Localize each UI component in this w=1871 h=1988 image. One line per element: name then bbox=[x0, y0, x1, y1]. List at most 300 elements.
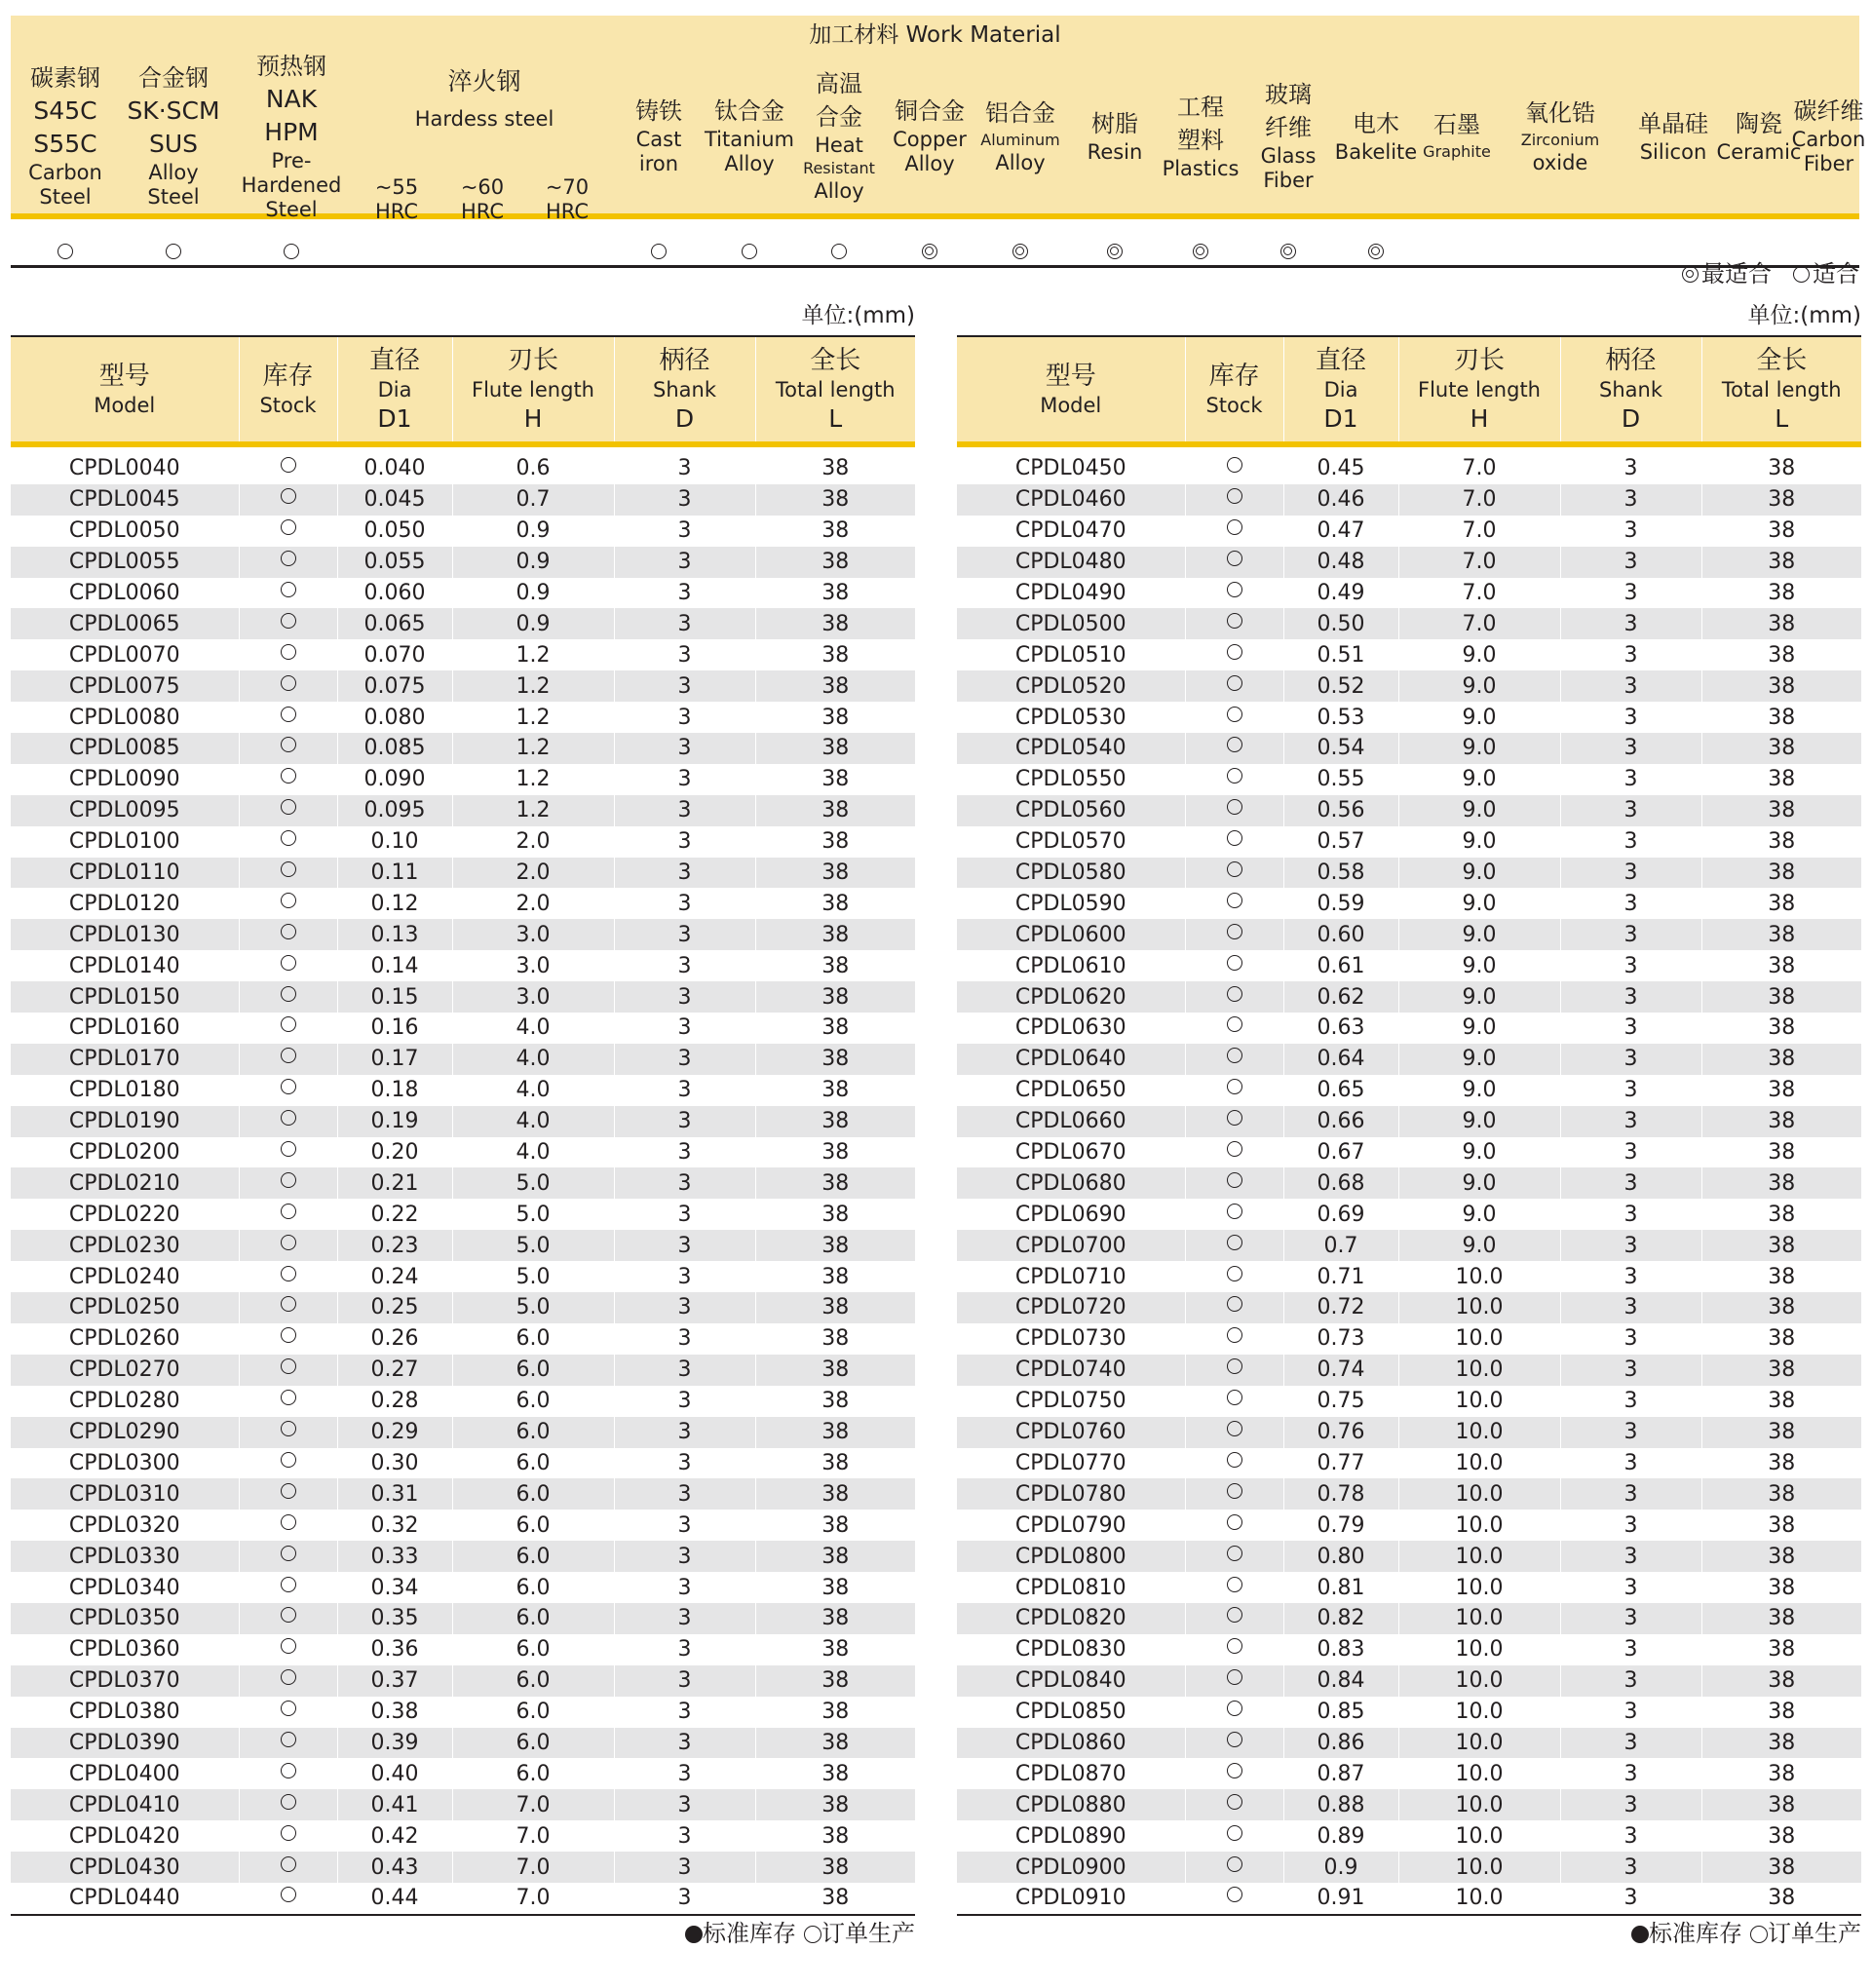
table-row bbox=[957, 1386, 1861, 1417]
circle-icon bbox=[1227, 1048, 1242, 1063]
dia-cell: 0.26 bbox=[337, 1323, 452, 1355]
material-en-name: Carbon bbox=[1791, 128, 1866, 151]
stock-cell bbox=[239, 1167, 337, 1199]
hardness-unit: HRC bbox=[461, 200, 504, 223]
stock-cell bbox=[1185, 1603, 1283, 1634]
shank-cell: 3 bbox=[614, 639, 755, 670]
hardness-value: ~70 bbox=[545, 175, 590, 199]
shank-cell: 3 bbox=[614, 1417, 755, 1448]
stock-cell bbox=[239, 1883, 337, 1915]
total-length-cell: 38 bbox=[755, 444, 915, 484]
shank-cell: 3 bbox=[1560, 1665, 1701, 1697]
dia-cell: 0.50 bbox=[1283, 608, 1398, 639]
model-cell: CPDL0080 bbox=[68, 705, 180, 730]
table-row bbox=[11, 1510, 915, 1541]
shank-cell: 3 bbox=[1560, 1199, 1701, 1230]
dia-cell: 0.080 bbox=[337, 702, 452, 733]
table-row bbox=[11, 733, 915, 764]
total-length-cell: 38 bbox=[1701, 1728, 1861, 1759]
dia-cell: 0.30 bbox=[337, 1448, 452, 1479]
model-cell: CPDL0860 bbox=[957, 1728, 1185, 1759]
filled-circle-icon bbox=[1631, 1926, 1649, 1943]
col-shank-en: Shank bbox=[1599, 377, 1662, 401]
dia-cell: 0.78 bbox=[1283, 1478, 1398, 1510]
stock-cell bbox=[1185, 919, 1283, 950]
col-flute-en: Flute length bbox=[472, 377, 594, 401]
dia-cell: 0.42 bbox=[337, 1820, 452, 1852]
model-cell: CPDL0530 bbox=[1014, 705, 1126, 730]
flute-length-cell: 5.0 bbox=[452, 1167, 614, 1199]
stock-cell bbox=[239, 1789, 337, 1820]
hardened-steel-cn: 淬火钢 bbox=[447, 67, 521, 96]
material-en-name: Fiber bbox=[1263, 169, 1314, 192]
col-model-cn: 型号 bbox=[1045, 361, 1096, 391]
model-cell: CPDL0870 bbox=[1014, 1761, 1126, 1786]
table-row bbox=[11, 1013, 915, 1044]
shank-cell: 3 bbox=[614, 1697, 755, 1728]
circle-icon bbox=[742, 244, 757, 259]
shank-cell: 3 bbox=[1560, 516, 1701, 547]
model-cell: CPDL0210 bbox=[11, 1167, 239, 1199]
flute-length-cell: 9.0 bbox=[1398, 1167, 1560, 1199]
col-dia-sym: D1 bbox=[1323, 403, 1358, 433]
shank-cell: 3 bbox=[1560, 795, 1701, 826]
model-cell: CPDL0220 bbox=[68, 1202, 180, 1227]
double-circle-icon bbox=[1368, 244, 1384, 259]
spec-table-body bbox=[11, 444, 915, 1915]
circle-icon bbox=[1227, 986, 1242, 1002]
dia-cell: 0.12 bbox=[337, 888, 452, 919]
shank-cell: 3 bbox=[614, 1199, 755, 1230]
dia-cell: 0.11 bbox=[337, 858, 452, 889]
total-length-cell: 38 bbox=[755, 1167, 915, 1199]
flute-length-cell: 10.0 bbox=[1398, 1697, 1560, 1728]
table-row bbox=[11, 764, 915, 795]
flute-length-cell: 9.0 bbox=[1398, 1044, 1560, 1075]
flute-length-cell: 2.0 bbox=[452, 826, 614, 858]
material-cn-name: 石墨 bbox=[1433, 111, 1480, 138]
dia-cell: 0.53 bbox=[1283, 702, 1398, 733]
circle-icon bbox=[804, 1926, 821, 1943]
circle-icon bbox=[284, 244, 299, 259]
shank-cell: 3 bbox=[1560, 1417, 1701, 1448]
flute-length-cell: 9.0 bbox=[1398, 1199, 1560, 1230]
legend-ok-label: 适合 bbox=[1813, 260, 1859, 287]
spec-table-left-panel bbox=[11, 298, 915, 1950]
shank-cell: 3 bbox=[1560, 578, 1701, 609]
stock-cell bbox=[1185, 764, 1283, 795]
circle-icon bbox=[281, 1016, 296, 1032]
model-cell: CPDL0240 bbox=[68, 1264, 180, 1289]
circle-icon bbox=[281, 457, 296, 473]
total-length-cell: 38 bbox=[1701, 1448, 1861, 1479]
material-column bbox=[1420, 55, 1494, 216]
material-en-name: Hardened bbox=[241, 172, 342, 197]
shank-cell: 3 bbox=[1560, 1510, 1701, 1541]
model-cell: CPDL0090 bbox=[68, 767, 180, 792]
stock-cell bbox=[1185, 516, 1283, 547]
circle-icon bbox=[281, 1669, 296, 1685]
total-length-cell: 38 bbox=[1701, 639, 1861, 670]
model-cell: CPDL0110 bbox=[11, 858, 239, 889]
flute-length-cell: 9.0 bbox=[1398, 764, 1560, 795]
table-row bbox=[957, 919, 1861, 950]
circle-icon bbox=[281, 1296, 296, 1312]
model-cell: CPDL0230 bbox=[11, 1230, 239, 1261]
dia-cell: 0.37 bbox=[337, 1665, 452, 1697]
dia-cell: 0.38 bbox=[337, 1697, 452, 1728]
col-model bbox=[11, 336, 239, 444]
model-cell: CPDL0670 bbox=[1014, 1140, 1126, 1166]
filled-circle-icon bbox=[685, 1926, 703, 1943]
dia-cell: 0.87 bbox=[1283, 1758, 1398, 1789]
material-en-name: Aluminum bbox=[980, 130, 1060, 149]
dia-cell: 0.51 bbox=[1283, 639, 1398, 670]
circle-icon bbox=[1227, 1887, 1242, 1902]
flute-length-cell: 7.0 bbox=[1398, 444, 1560, 484]
flute-length-cell: 1.2 bbox=[452, 702, 614, 733]
dia-cell: 0.82 bbox=[1283, 1603, 1398, 1634]
circle-icon bbox=[281, 1141, 296, 1157]
stock-cell bbox=[1185, 1292, 1283, 1323]
shank-cell: 3 bbox=[1560, 733, 1701, 764]
table-row bbox=[957, 1044, 1861, 1075]
flute-length-cell: 6.0 bbox=[452, 1510, 614, 1541]
flute-length-cell: 10.0 bbox=[1398, 1386, 1560, 1417]
stock-cell bbox=[239, 639, 337, 670]
shank-cell: 3 bbox=[614, 1167, 755, 1199]
shank-cell: 3 bbox=[1560, 1758, 1701, 1789]
circle-icon bbox=[1227, 737, 1242, 752]
model-cell: CPDL0500 bbox=[957, 608, 1185, 639]
total-length-cell: 38 bbox=[755, 764, 915, 795]
total-length-cell: 38 bbox=[1701, 1261, 1861, 1292]
total-length-cell: 38 bbox=[755, 1758, 915, 1789]
circle-icon bbox=[1227, 1327, 1242, 1343]
flute-length-cell: 9.0 bbox=[1398, 919, 1560, 950]
material-column bbox=[1157, 55, 1244, 216]
total-length-cell: 38 bbox=[755, 1478, 915, 1510]
total-length-cell: 38 bbox=[755, 1728, 915, 1759]
model-cell: CPDL0130 bbox=[11, 919, 239, 950]
dia-cell: 0.25 bbox=[337, 1292, 452, 1323]
circle-icon bbox=[281, 737, 296, 752]
stock-cell bbox=[1185, 1417, 1283, 1448]
circle-icon bbox=[281, 1079, 296, 1094]
dia-cell: 0.83 bbox=[1283, 1634, 1398, 1665]
circle-icon bbox=[281, 1110, 296, 1126]
flute-length-cell: 9.0 bbox=[1398, 826, 1560, 858]
col-flute-cn: 刃长 bbox=[507, 345, 558, 375]
dia-cell: 0.10 bbox=[337, 826, 452, 858]
shank-cell: 3 bbox=[1560, 764, 1701, 795]
material-cn-name: 高温 合金 bbox=[816, 70, 862, 131]
model-cell: CPDL0510 bbox=[1014, 642, 1126, 668]
total-length-cell: 38 bbox=[1701, 547, 1861, 578]
total-length-cell: 38 bbox=[755, 1417, 915, 1448]
table-row bbox=[957, 444, 1861, 484]
circle-icon bbox=[281, 488, 296, 504]
model-cell: CPDL0750 bbox=[1014, 1389, 1126, 1414]
shank-cell: 3 bbox=[1560, 444, 1701, 484]
flute-length-cell: 9.0 bbox=[1398, 1013, 1560, 1044]
suitability-legend bbox=[1682, 257, 1859, 290]
table-row bbox=[957, 826, 1861, 858]
stock-cell bbox=[1185, 702, 1283, 733]
circle-icon bbox=[281, 582, 296, 597]
table-row bbox=[11, 858, 915, 889]
model-cell: CPDL0780 bbox=[957, 1478, 1185, 1510]
dia-cell: 0.085 bbox=[337, 733, 452, 764]
dia-cell: 0.36 bbox=[337, 1634, 452, 1665]
col-dia bbox=[1283, 336, 1398, 444]
hardened-steel-header bbox=[358, 62, 611, 136]
circle-icon bbox=[1227, 861, 1242, 877]
circle-icon bbox=[281, 1607, 296, 1623]
flute-length-cell: 3.0 bbox=[452, 919, 614, 950]
total-length-cell: 38 bbox=[1701, 1852, 1861, 1883]
material-grade: HPM bbox=[264, 117, 319, 146]
table-row bbox=[11, 795, 915, 826]
stock-cell bbox=[239, 1478, 337, 1510]
stock-cell bbox=[239, 1230, 337, 1261]
dia-cell: 0.54 bbox=[1283, 733, 1398, 764]
material-en-name: Cast bbox=[635, 128, 682, 151]
material-en-name: Zirconium bbox=[1520, 130, 1600, 149]
flute-length-cell: 4.0 bbox=[452, 1075, 614, 1106]
dia-cell: 0.090 bbox=[337, 764, 452, 795]
table-row bbox=[11, 670, 915, 702]
table-row bbox=[11, 1261, 915, 1292]
material-en-name: Alloy bbox=[814, 179, 864, 203]
circle-icon bbox=[1227, 1296, 1242, 1312]
table-row bbox=[11, 1386, 915, 1417]
shank-cell: 3 bbox=[614, 1728, 755, 1759]
col-shank-en: Shank bbox=[653, 377, 716, 401]
material-cn-name: 铜合金 bbox=[895, 97, 965, 125]
dia-cell: 0.76 bbox=[1283, 1417, 1398, 1448]
stock-cell bbox=[239, 1323, 337, 1355]
shank-cell: 3 bbox=[614, 826, 755, 858]
circle-icon bbox=[281, 893, 296, 908]
stock-legend-standard-label: 标准库存 bbox=[1649, 1919, 1742, 1947]
stock-cell bbox=[239, 1292, 337, 1323]
shank-cell: 3 bbox=[614, 1852, 755, 1883]
shank-cell: 3 bbox=[614, 578, 755, 609]
model-cell: CPDL0450 bbox=[1014, 456, 1126, 481]
circle-icon bbox=[1227, 893, 1242, 908]
dia-cell: 0.18 bbox=[337, 1075, 452, 1106]
stock-cell bbox=[239, 1603, 337, 1634]
dia-cell: 0.23 bbox=[337, 1230, 452, 1261]
table-row bbox=[11, 1478, 915, 1510]
table-row bbox=[957, 981, 1861, 1013]
material-en-name: Glass bbox=[1260, 144, 1317, 168]
table-row bbox=[957, 888, 1861, 919]
circle-icon bbox=[281, 1794, 296, 1810]
model-cell: CPDL0310 bbox=[11, 1478, 239, 1510]
flute-length-cell: 6.0 bbox=[452, 1355, 614, 1386]
material-en-name: Steel bbox=[147, 185, 200, 209]
shank-cell: 3 bbox=[614, 1230, 755, 1261]
dia-cell: 0.68 bbox=[1283, 1167, 1398, 1199]
stock-cell bbox=[239, 670, 337, 702]
circle-icon bbox=[1227, 1701, 1242, 1716]
table-row bbox=[957, 670, 1861, 702]
model-cell: CPDL0900 bbox=[957, 1852, 1185, 1883]
shank-cell: 3 bbox=[1560, 1572, 1701, 1603]
total-length-cell: 38 bbox=[755, 795, 915, 826]
stock-cell bbox=[239, 795, 337, 826]
flute-length-cell: 1.2 bbox=[452, 733, 614, 764]
table-row bbox=[11, 1572, 915, 1603]
shank-cell: 3 bbox=[1560, 919, 1701, 950]
flute-length-cell: 10.0 bbox=[1398, 1603, 1560, 1634]
stock-cell bbox=[1185, 1697, 1283, 1728]
table-row bbox=[11, 1789, 915, 1820]
model-cell: CPDL0820 bbox=[957, 1603, 1185, 1634]
shank-cell: 3 bbox=[1560, 1448, 1701, 1479]
dia-cell: 0.57 bbox=[1283, 826, 1398, 858]
circle-icon bbox=[1227, 1825, 1242, 1841]
table-row bbox=[11, 950, 915, 981]
dia-cell: 0.65 bbox=[1283, 1075, 1398, 1106]
model-cell: CPDL0390 bbox=[11, 1728, 239, 1759]
circle-icon bbox=[1227, 582, 1242, 597]
dia-cell: 0.070 bbox=[337, 639, 452, 670]
model-cell: CPDL0350 bbox=[11, 1603, 239, 1634]
table-row bbox=[957, 858, 1861, 889]
total-length-cell: 38 bbox=[1701, 1106, 1861, 1137]
circle-icon bbox=[281, 675, 296, 691]
circle-icon bbox=[1227, 1079, 1242, 1094]
table-row bbox=[957, 1697, 1861, 1728]
shank-cell: 3 bbox=[614, 888, 755, 919]
stock-cell bbox=[239, 1448, 337, 1479]
dia-cell: 0.73 bbox=[1283, 1323, 1398, 1355]
table-row bbox=[957, 1758, 1861, 1789]
dia-cell: 0.89 bbox=[1283, 1820, 1398, 1852]
circle-icon bbox=[1227, 1669, 1242, 1685]
material-cn-name: 陶瓷 bbox=[1736, 109, 1782, 137]
flute-length-cell: 7.0 bbox=[452, 1789, 614, 1820]
stock-cell bbox=[1185, 1167, 1283, 1199]
unit-label: 单位:(mm) bbox=[1747, 303, 1861, 328]
dia-cell: 0.55 bbox=[1283, 764, 1398, 795]
dia-cell: 0.62 bbox=[1283, 981, 1398, 1013]
circle-icon bbox=[1227, 613, 1242, 629]
material-en-name: Heat bbox=[815, 134, 863, 157]
dia-cell: 0.45 bbox=[1283, 444, 1398, 484]
dia-cell: 0.050 bbox=[337, 516, 452, 547]
col-total-en: Total length bbox=[775, 377, 896, 401]
table-row bbox=[11, 1167, 915, 1199]
model-cell: CPDL0075 bbox=[11, 670, 239, 702]
stock-cell bbox=[1185, 1355, 1283, 1386]
table-row bbox=[11, 1883, 915, 1915]
flute-length-cell: 10.0 bbox=[1398, 1820, 1560, 1852]
model-cell: CPDL0280 bbox=[68, 1389, 180, 1414]
col-stock-en: Stock bbox=[1205, 393, 1263, 417]
flute-length-cell: 0.9 bbox=[452, 578, 614, 609]
flute-length-cell: 10.0 bbox=[1398, 1355, 1560, 1386]
dia-cell: 0.9 bbox=[1283, 1852, 1398, 1883]
model-cell: CPDL0250 bbox=[11, 1292, 239, 1323]
shank-cell: 3 bbox=[1560, 1106, 1701, 1137]
model-cell: CPDL0410 bbox=[11, 1789, 239, 1820]
shank-cell: 3 bbox=[614, 1789, 755, 1820]
dia-cell: 0.64 bbox=[1283, 1044, 1398, 1075]
table-row bbox=[11, 1665, 915, 1697]
shank-cell: 3 bbox=[614, 1758, 755, 1789]
table-row bbox=[11, 1448, 915, 1479]
table-row bbox=[957, 608, 1861, 639]
total-length-cell: 38 bbox=[1701, 1820, 1861, 1852]
circle-icon bbox=[1227, 1235, 1242, 1250]
shank-cell: 3 bbox=[614, 516, 755, 547]
material-en-name: Silicon bbox=[1639, 139, 1707, 164]
stock-cell bbox=[1185, 981, 1283, 1013]
flute-length-cell: 2.0 bbox=[452, 858, 614, 889]
material-column bbox=[794, 55, 884, 216]
total-length-cell: 38 bbox=[1701, 1510, 1861, 1541]
double-circle-icon bbox=[1107, 244, 1123, 259]
total-length-cell: 38 bbox=[1701, 1572, 1861, 1603]
material-column bbox=[1494, 55, 1626, 216]
table-row bbox=[11, 981, 915, 1013]
dia-cell: 0.27 bbox=[337, 1355, 452, 1386]
stock-cell bbox=[239, 1106, 337, 1137]
stock-cell bbox=[1185, 826, 1283, 858]
shank-cell: 3 bbox=[614, 733, 755, 764]
flute-length-cell: 4.0 bbox=[452, 1137, 614, 1168]
dia-cell: 0.32 bbox=[337, 1510, 452, 1541]
shank-cell: 3 bbox=[1560, 1261, 1701, 1292]
flute-length-cell: 0.7 bbox=[452, 484, 614, 516]
stock-cell bbox=[239, 888, 337, 919]
table-row bbox=[957, 1448, 1861, 1479]
model-cell: CPDL0620 bbox=[957, 981, 1185, 1013]
circle-icon bbox=[57, 244, 73, 259]
stock-cell bbox=[1185, 858, 1283, 889]
col-dia-en: Dia bbox=[377, 377, 412, 401]
circle-icon bbox=[1793, 266, 1810, 283]
material-cn-name: 钛合金 bbox=[714, 97, 784, 125]
model-cell: CPDL0085 bbox=[11, 733, 239, 764]
total-length-cell: 38 bbox=[755, 826, 915, 858]
model-cell: CPDL0260 bbox=[68, 1326, 180, 1352]
shank-cell: 3 bbox=[1560, 1541, 1701, 1572]
material-en-name: Titanium bbox=[704, 128, 795, 151]
col-shank bbox=[1560, 336, 1701, 444]
material-en-name: Alloy bbox=[724, 152, 775, 175]
table-row bbox=[957, 733, 1861, 764]
circle-icon bbox=[1227, 1577, 1242, 1592]
total-length-cell: 38 bbox=[755, 608, 915, 639]
col-model-cn: 型号 bbox=[98, 361, 150, 391]
material-en-name: Steel bbox=[39, 185, 92, 209]
table-row bbox=[11, 1758, 915, 1789]
model-cell: CPDL0760 bbox=[957, 1417, 1185, 1448]
col-flute bbox=[452, 336, 614, 444]
hardened-steel-en: Hardess steel bbox=[414, 107, 554, 131]
material-cn-name: 氧化锆 bbox=[1525, 98, 1595, 127]
stock-cell bbox=[1185, 608, 1283, 639]
shank-cell: 3 bbox=[614, 1386, 755, 1417]
legend-best bbox=[1682, 257, 1772, 290]
dia-cell: 0.77 bbox=[1283, 1448, 1398, 1479]
hardness-unit: HRC bbox=[375, 200, 418, 223]
